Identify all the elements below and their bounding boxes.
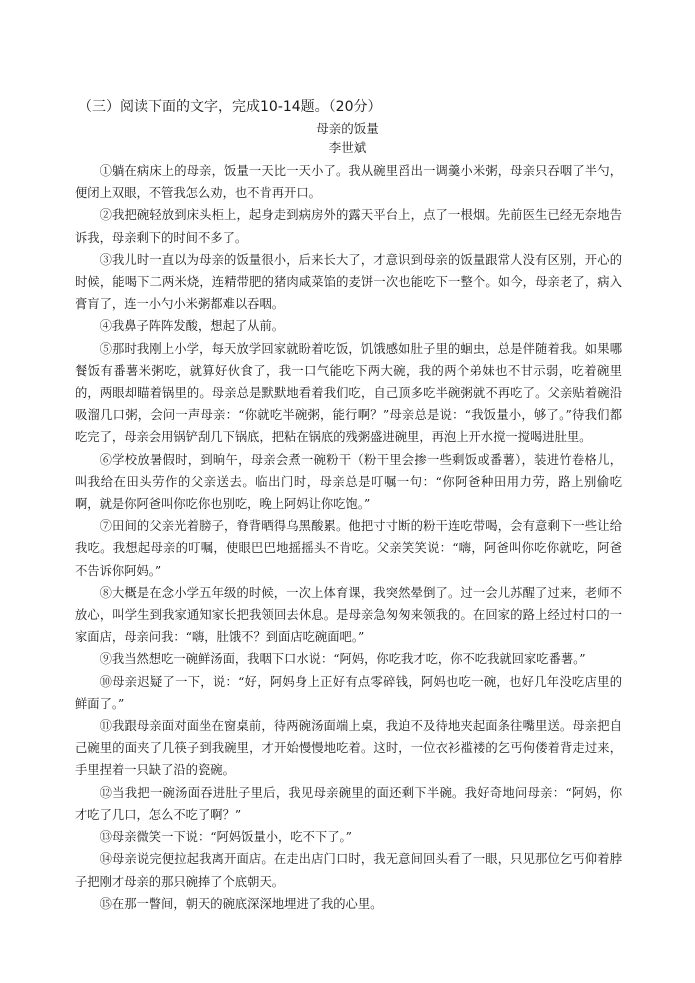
section-heading: （三）阅读下面的文字，完成10-14题。（20分）: [78, 99, 382, 115]
paragraph-4: ④我鼻子阵阵发酸，想起了从前。: [99, 319, 285, 334]
paragraph-14: ⑭母亲说完便拉起我离开面店。在走出店门口时，我无意间回头看了一眼，只见那位乞丐仰着脖子把刚才母亲的那只碗捧了个底朝天。: [75, 852, 622, 889]
paragraph-7: ⑦田间的父亲光着膀子，脊背晒得乌黑酸累。他把寸寸断的粉干连吃带喝，会有意剩下一些让给我吃。我想起母亲的叮嘱，使眼巴巴地摇摇头不肯吃。父亲笑笑说：“嗨，阿爸叫你吃你就吃，阿爸不告诉你阿妈。”: [75, 519, 622, 578]
paragraph-10: ⑩母亲迟疑了一下，说：“好，阿妈身上正好有点零碎钱，阿妈也吃一碗，也好几年没吃店里的鲜面了。”: [75, 674, 622, 711]
paragraph-11: ⑪我跟母亲面对面坐在窗桌前，待两碗汤面端上桌，我迫不及待地夹起面条往嘴里送。母亲把自己碗里的面夹了几筷子到我碗里，才开始慢慢地吃着。这时，一位衣衫褴褛的乞丐佝偻着背走过来，手里捏着一只缺了沿的瓷碗。: [75, 719, 622, 778]
paragraph-15: ⑮在那一瞥间，朝天的碗底深深地埋进了我的心里。: [99, 896, 383, 911]
paragraph-3: ③我儿时一直以为母亲的饭量很小，后来长大了，才意识到母亲的饭量跟常人没有区别，开心的时候，能喝下二两米烧，连精带肥的猪肉咸菜馅的麦饼一次也能吃下一整个。如今，母亲老了，病入膏肓了，连一小勺小米粥都难以吞咽。: [75, 252, 622, 312]
paragraph-8: ⑧大概是在念小学五年级的时候，一次上体育课，我突然晕倒了。过一会儿苏醒了过来，老师不放心，叫学生到我家通知家长把我领回去休息。是母亲急匆匆来领我的。在回家的路上经过村口的一家面店，母亲问我：“嗨，肚饿不？到面店吃碗面吧。”: [75, 585, 622, 645]
paragraph-12: ⑫当我把一碗汤面吞进肚子里后，我见母亲碗里的面还剩下半碗。我好奇地问母亲：“阿妈，你才吃了几口，怎么不吃了啊？”: [75, 785, 622, 822]
paragraph-2: ②我把碗轻放到床头柜上，起身走到病房外的露天平台上，点了一根烟。先前医生已经无奈地告诉我，母亲剩下的时间不多了。: [75, 208, 622, 245]
paragraph-6: ⑥学校放暑假时，到晌午，母亲会煮一碗粉干（粉干里会掺一些剩饭或番薯），装进竹卷格儿，叫我给在田头劳作的父亲送去。临出门时，母亲总是叮嘱一句：“你阿爸种田用力劳，路上别偷吃啊，就是你阿爸叫你吃你也别吃，晚上阿妈让你吃饱。”: [75, 452, 622, 512]
article-author: 李世斌: [328, 140, 367, 155]
paragraph-1: ①躺在病床上的母亲，饭量一天比一天小了。我从碗里舀出一调羹小米粥，母亲只吞咽了半勺，便闭上双眼，不管我怎么劝，也不肯再开口。: [75, 164, 622, 201]
paragraph-13: ⑬母亲微笑一下说：“阿妈饭量小，吃不下了。”: [99, 830, 352, 845]
article-title: 母亲的饭量: [316, 121, 379, 136]
article-body: [75, 160, 622, 915]
paragraph-5: ⑤那时我刚上小学，每天放学回家就盼着吃饭，饥饿感如肚子里的蛔虫，总是伴随着我。如果哪餐饭有番薯米粥吃，就算好伙食了，我一口气能吃下两大碗，我的两个弟妹也不甘示弱，吃着碗里的，两眼却瞄着锅里的。母亲总是默默地看着我们吃，自己顶多吃半碗粥就不再吃了。父亲贴着碗沿吸溜几口粥，会问一声母亲：“你就吃半碗粥，能行啊？”母亲总是说：“我饭量小，够了。”待我们都吃完了，母亲会用锅铲刮几下锅底，把粘在锅底的残粥盛进碗里，再泡上开水搅一搅喝进肚里。: [75, 341, 622, 445]
paragraph-9: ⑨我当然想吃一碗鲜汤面，我咽下口水说：“阿妈，你吃我才吃，你不吃我就回家吃番薯。”: [99, 652, 586, 667]
